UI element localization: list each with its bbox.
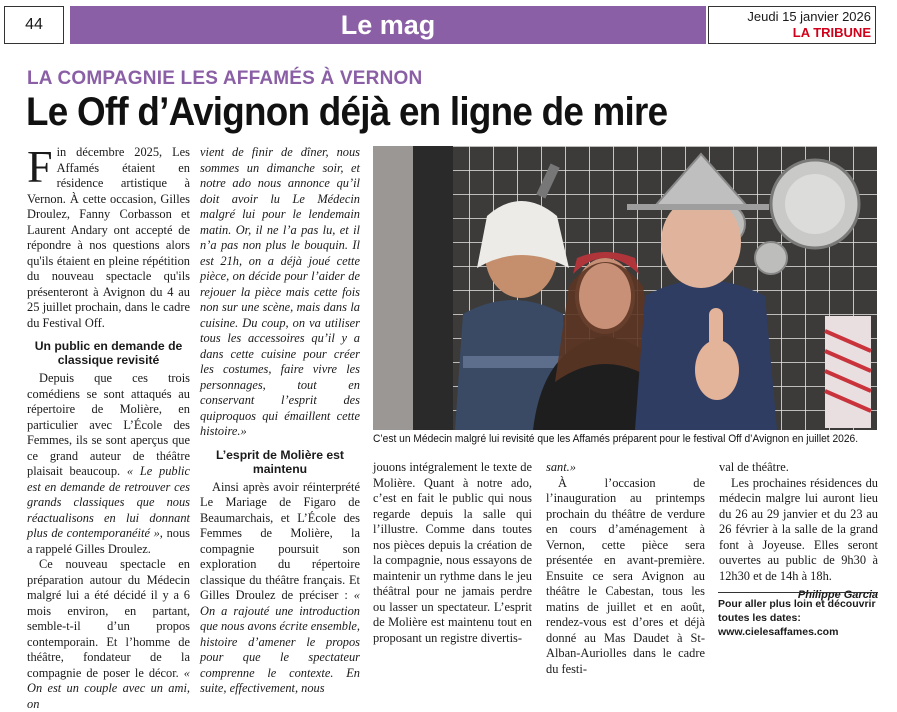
newspaper-brand: LA TRIBUNE <box>792 25 871 40</box>
page-number: 44 <box>4 6 64 44</box>
section-rubric: Le mag <box>70 6 706 44</box>
drop-cap: F <box>27 141 53 192</box>
info-box <box>718 592 878 639</box>
article-photo <box>373 146 877 430</box>
subhead-esprit: L’esprit de Molière est maintenu <box>215 447 344 476</box>
paragraph: Les prochaines résidences du médecin malgre lui auront lieu du 26 au 29 janvier et du 23 au 26 février à la salle de la grand font à Joyeuse. Elles seront ouvertes au public de 9h30 à 12h30 et de 14h à 18h. <box>719 475 878 583</box>
paragraph: Ce nouveau spectacle en préparation autour du Médecin malgré lui a été décidé il y a 6 mois environ, en partant, semble-t-il d’un propos contemporain. Et l’homme de théâtre, fondateur de la compagnie de poser le décor. « On est un couple avec un ami, on <box>27 557 190 711</box>
article-column-1 <box>27 141 190 712</box>
info-line-2: toutes les dates: <box>718 612 801 624</box>
article-column-3: jouons intégralement le texte de Molière. Quant à notre ado, c’est en fait le public qui nous regarde depuis la salle qui l’illustre. Comme dans toutes nos pièces depuis la création de la compagnie, nous essayons de maintenir un rythme dans le jeu théâtral pour ne jamais perdre ou lasser un spectateur. L’esprit de Molière est maintenu tout en proposant un registre divertis- <box>373 460 532 645</box>
info-line-1: Pour aller plus loin et découvrir <box>718 598 876 610</box>
info-url[interactable]: www.cielesaffames.com <box>718 626 839 638</box>
quote: « Le public est en demande de retrouver ces grands classiques que nous réactualisons en lui donnant plus de contemporanéité », <box>27 464 190 540</box>
photo-caption: C’est un Médecin malgré lui revisité que les Affamés préparent pour le festival Off d’Avignon en juillet 2026. <box>373 433 859 445</box>
paragraph: Depuis que ces trois comédiens se sont attaqués au répertoire de Molière, en particulier avec L’École des Femmes, ils se sont aperçus que ce grand auteur de théâtre plaisait beaucoup. « Le public est en demande de retrouver ces grands classiques que nous réactualisons en lui donnant plus de contemporanéité », nous a rappelé Gilles Droulez. <box>27 371 190 556</box>
paragraph: Ainsi après avoir réinterprété Le Mariage de Figaro de Beaumarchais, et L’École des Femmes de Molière, la compagnie poursuit son exploration du répertoire classique du théâtre français. Et Gilles Droulez de préciser : « On a rajouté une introduction que nous avons écrite ensemble, histoire d’amener le propos pour que le spectateur comprenne le contexte. En suite, effectivement, nous <box>200 479 361 695</box>
issue-date: Jeudi 15 janvier 2026 <box>747 9 871 24</box>
quote-paragraph: vient de finir de dîner, nous sommes un dimanche soir, et notre ado nous annonce qu’il doit avoir lu Le Médecin malgré lui pour le lendemain matin. Or, il ne l’a pas lu, et il n’a pas non plus le bouquin. Il est 21h, on a déjà joué cette pièce, on décide pour l’aider de rejouer la pièce mais cette fois non sur une scène, mais dans la cuisine. Du coup, on va utiliser tous les accessoires qu’il y a dans cette cuisine pour créer les costumes, faire vivre les personnages, tout en conservant l’esprit des quiproquos qui émaillent cette histoire.» <box>200 145 360 438</box>
date-box <box>708 6 876 44</box>
subhead-public: Un public en demande de classique revisité <box>34 339 183 367</box>
photo-illustration <box>373 146 877 430</box>
intro-paragraph: in décembre 2025, Les Affamés étaient en résidence artistique à Vernon. À cette occasion, Gilles Droulez, Fanny Corbasson et Laurent Andary ont accepté de répondre à nos questions alors qu'ils étaient en pleine répétition du nouveau spectacle qu'ils présenteront à Avignon du 4 au 25 juillet prochain, dans le cadre du Festival Off. <box>27 145 190 330</box>
author-signature: Philippe Garcia <box>797 589 878 601</box>
article-kicker: LA COMPAGNIE LES AFFAMÉS À VERNON <box>27 68 423 89</box>
quote-end: sant.» <box>546 460 576 474</box>
quote: « On est un couple avec un ami, on <box>27 665 190 711</box>
article-column-2 <box>200 145 360 697</box>
article-column-5: val de théâtre. Les prochaines résidences du médecin malgre lui auront lieu du 26 au 29 janvier et du 23 au 26 février à la salle de la grand font à Joyeuse. Elles seront ouvertes au public de 9h30 à 12h30 et de 14h à 18h. Philippe Garcia <box>719 460 878 604</box>
article-headline: Le Off d’Avignon déjà en ligne de mire <box>26 90 668 134</box>
article-column-4 <box>546 460 705 677</box>
paragraph: À l’occasion de l’inauguration au printemps prochain du théâtre de verdure en cours d’aménagement à Vernon, cette pièce sera présentée en avant-première. Ensuite ce sera Avignon au théâtre le Cabestan, tous les matins de juillet et en août, rendez-vous est d’ores et déjà donné au Mas Daudet à St-Alban-Auriolles dans le cadre du festi- <box>546 475 705 676</box>
quote: « On a rajouté une introduction que nous avons écrite ensemble, histoire d’amener le propos pour que le spectateur comprenne le contexte. En suite, effectivement, nous <box>200 588 361 695</box>
